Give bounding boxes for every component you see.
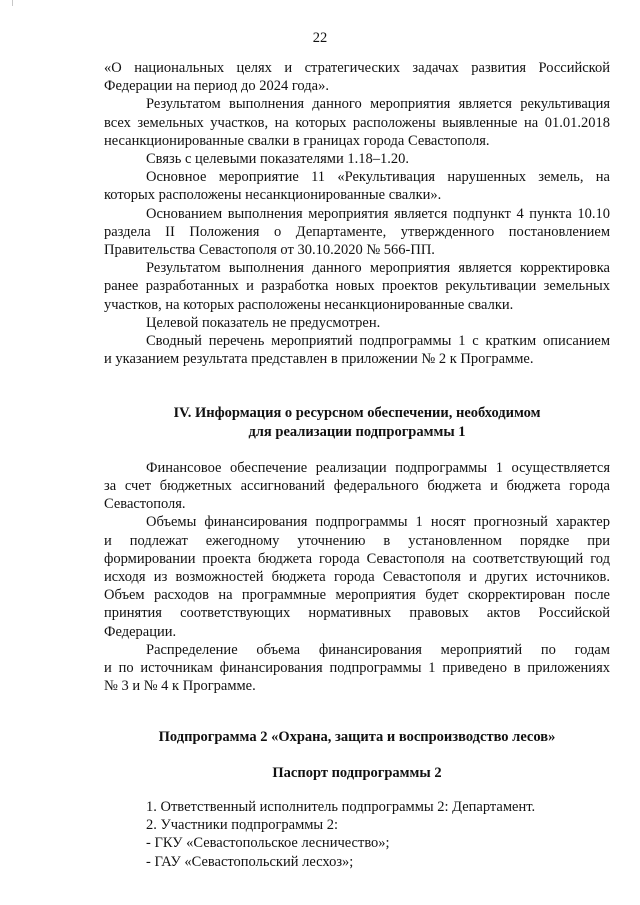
text-line: и указанием результата представлен в приложении № 2 к Программе. [104, 351, 534, 368]
text-line: Объем расходов на программные мероприятия будет скорректирован после [104, 587, 610, 604]
text-line: всех земельных участков, на которых расположены выявленные на 01.01.2018 [104, 114, 610, 131]
text-line: ранее разработанных и разработка новых проектов рекультивации земельных [104, 278, 610, 295]
list-item: - ГАУ «Севастопольский лесхоз»; [146, 853, 354, 870]
text-line: Федерации. [104, 623, 177, 640]
scan-edge-mark [12, 0, 13, 6]
text-line: Связь с целевыми показателями 1.18–1.20. [146, 151, 409, 168]
list-item: - ГКУ «Севастопольское лесничество»; [146, 835, 390, 852]
text-line: Целевой показатель не предусмотрен. [146, 314, 381, 331]
section-gap [104, 368, 610, 404]
passport-heading: Паспорт подпрограммы 2 [272, 764, 442, 781]
text-line: Основанием выполнения мероприятия является подпункт 4 пункта 10.10 [146, 205, 610, 222]
text-line: несанкционированные свалки в границах города Севастополя. [104, 132, 490, 149]
text-line: участков, на которых расположены несанкционированные свалки. [104, 296, 514, 313]
list-item: 2. Участники подпрограммы 2: [146, 817, 339, 834]
section-gap [104, 696, 610, 728]
page-number: 22 [312, 30, 328, 46]
text-line: «О национальных целях и стратегических задачах развития Российской [104, 60, 610, 76]
text-line: № 3 и № 4 к Программе. [104, 678, 256, 695]
list-item: 1. Ответственный исполнитель подпрограммы 2: Департамент. [146, 798, 536, 815]
text-line: и по источникам финансирования подпрограммы 1 приведено в приложениях [104, 660, 610, 677]
text-line: Объемы финансирования подпрограммы 1 носят прогнозный характер [146, 514, 610, 531]
text-line: Финансовое обеспечение реализации подпрограммы 1 осуществляется [146, 459, 610, 476]
text-line: Основное мероприятие 11 «Рекультивация нарушенных земель, на [146, 169, 610, 186]
text-line: раздела II Положения о Департаменте, утвержденного постановлением [104, 223, 610, 240]
text-line: и подлежат ежегодному уточнению в установленном порядке при [104, 532, 610, 549]
text-line: Сводный перечень мероприятий подпрограммы 1 с кратким описанием [146, 333, 610, 350]
text-line: Распределение объема финансирования мероприятий по годам [146, 641, 610, 658]
subprogram-2-heading: Подпрограмма 2 «Охрана, защита и воспроизводство лесов» [158, 728, 556, 745]
text-line: Федерации на период до 2024 года». [104, 78, 329, 95]
text-line: исходя из возможностей бюджета города Севастополя и других источников. [104, 569, 610, 586]
text-line: Севастополя. [104, 496, 186, 513]
section-heading-iv: IV. Информация о ресурсном обеспечении, необходимом [173, 405, 541, 422]
section-heading-iv-cont: для реализации подпрограммы 1 [248, 423, 466, 440]
text-line: за счет бюджетных ассигнований федерального бюджета и бюджета города [104, 478, 610, 495]
text-line: которых расположены несанкционированные свалки». [104, 187, 442, 204]
text-line: принятия соответствующих нормативных правовых актов Российской [104, 605, 610, 622]
text-line: Правительства Севастополя от 30.10.2020 № 566-ПП. [104, 242, 435, 259]
section-gap [104, 782, 610, 798]
text-line: формировании проекта бюджета города Севастополя на соответствующий год [104, 550, 610, 567]
section-gap [104, 441, 610, 459]
section-gap [104, 746, 610, 764]
text-line: Результатом выполнения данного мероприятия является корректировка [146, 260, 610, 277]
document-body [104, 59, 610, 871]
text-line: Результатом выполнения данного мероприятия является рекультивация [146, 96, 610, 113]
